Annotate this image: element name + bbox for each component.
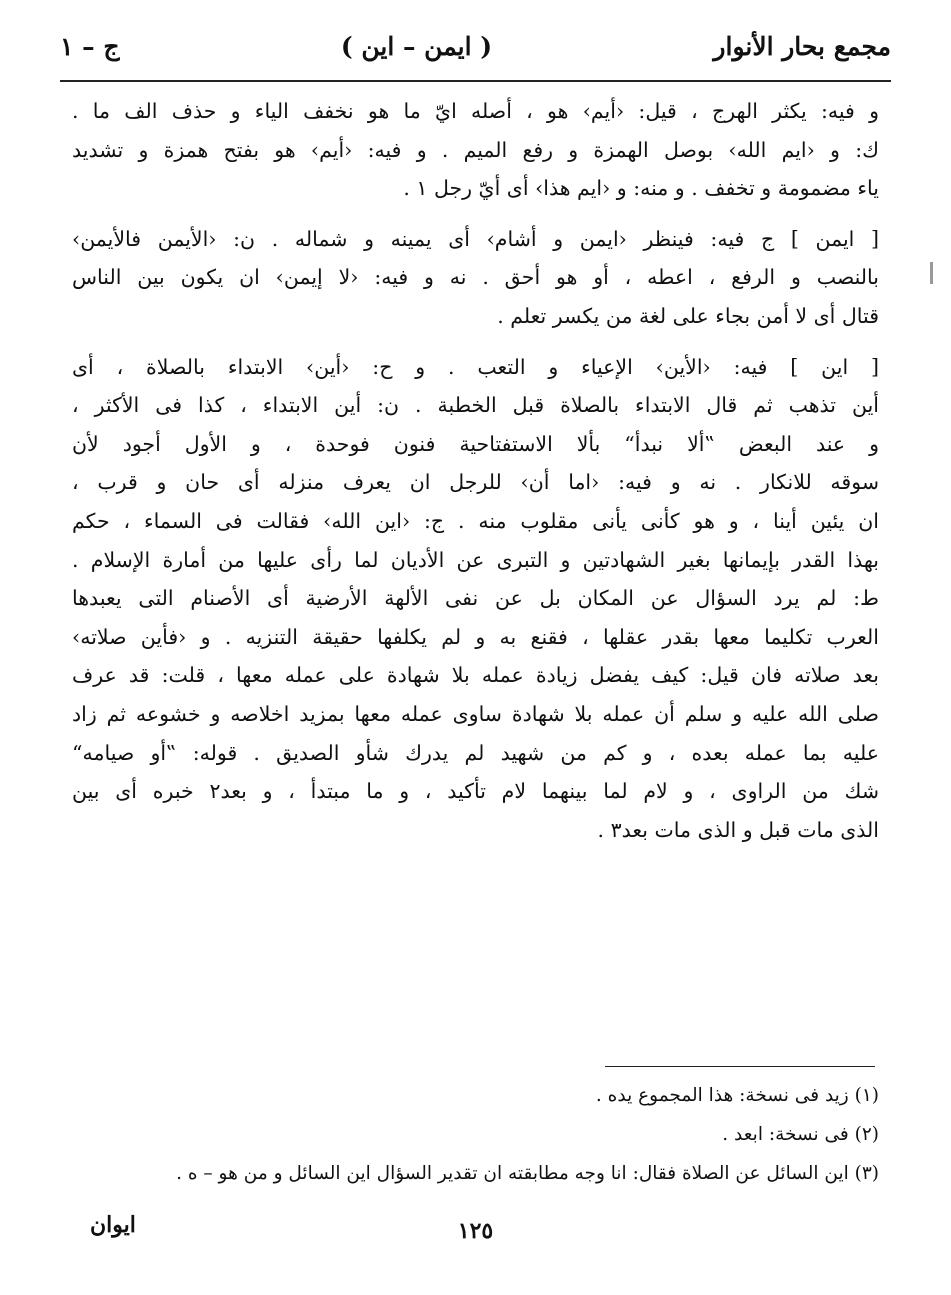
text-line: قتال أى لا أمن بجاء على لغة من يكسر تعلم . bbox=[497, 303, 879, 328]
text-line: ان يئين أينا ، و هو كأنى يأنى مقلوب منه . ج: ‹اين الله› فقالت فى السماء ، حكم bbox=[72, 508, 879, 533]
text-line: بهذا القدر بإيمانها بغير الشهادتين و التبرى عن الأديان لما رأى عليها من أمارة الإسلام . bbox=[72, 547, 879, 572]
text-line: سوقه للانكار . نه و فيه: ‹اما أن› للرجل ان يعرف منزله أى حان و قرب ، bbox=[72, 470, 879, 495]
text-line: العرب تكليما معها بقدر عقلها ، فقنع به و لم يكلفها حقيقة التنزيه . و ‹فأين صلاته› bbox=[72, 624, 879, 649]
footnote-3: (٣) اين السائل عن الصلاة فقال: انا وجه مطابقته ان تقدير السؤال اين السائل و من هو – ه . bbox=[176, 1163, 879, 1184]
main-text bbox=[72, 92, 879, 849]
footnote-rule bbox=[605, 1066, 875, 1067]
text-line: ياء مضمومة و تخفف . و منه: و ‹ايم هذا› أى أيّ رجل ١ . bbox=[403, 176, 879, 201]
text-line: [ ايمن ] ج فيه: فينظر ‹ايمن و أشام› أى يمينه و شماله . ن: ‹الأيمن فالأيمن› bbox=[72, 226, 879, 251]
footnote-2: (٢) فى نسخة: ابعد . bbox=[722, 1124, 879, 1145]
text-line: عليه بما عمله بعده ، و كم من شهيد لم يدرك شأو الصديق . قوله: ‟أو صيامه“ bbox=[72, 740, 879, 765]
text-line: ط: لم يرد السؤال عن المكان بل عن نفى الألهة الأرضية أى الأصنام التى يعبدها bbox=[72, 586, 879, 611]
volume-label: ج – ١ bbox=[60, 31, 120, 61]
text-line: ك: و ‹ايم الله› بوصل الهمزة و رفع الميم . و فيه: ‹أيم› هو بفتح همزة و تشديد bbox=[72, 137, 879, 162]
text-line: بالنصب و الرفع ، اعطه ، أو هو أحق . نه و فيه: ‹لا إيمن› ان يكون بين الناس bbox=[72, 265, 879, 290]
entry-range: ( ايمن – اين ) bbox=[340, 31, 493, 61]
text-line: أين تذهب ثم قال الابتداء بالصلاة قبل الخطبة . ن: أين الابتداء ، كذا فى الأكثر ، bbox=[72, 393, 879, 418]
running-header bbox=[60, 26, 891, 66]
page-number: ١٢٥ bbox=[457, 1218, 494, 1244]
text-line: صلى الله عليه و سلم أن عمله بلا شهادة ساوى عمله معها بمزيد اخلاصه و خشوعه ثم زاد bbox=[72, 701, 879, 726]
text-line: شك من الراوى ، و لام لما بينهما لام تأكيد ، و ما مبتدأ ، و بعد٢ خبره أى بين bbox=[72, 779, 879, 804]
catchword: ايوان bbox=[90, 1212, 136, 1238]
paragraph-gap bbox=[72, 208, 879, 220]
text-line: الذى مات قبل و الذى مات بعد٣ . bbox=[597, 817, 879, 842]
text-line: بعد صلاته فان قيل: كيف يفضل زيادة عمله بلا شهادة على عمله معها ، قلت: قد عرف bbox=[72, 663, 879, 688]
paragraph-gap bbox=[72, 336, 879, 348]
footnote-1: (١) زيد فى نسخة: هذا المجموع يده . bbox=[595, 1085, 879, 1106]
header-rule bbox=[60, 80, 891, 82]
footnotes bbox=[72, 1076, 879, 1193]
text-line: و فيه: يكثر الهرج ، قيل: ‹أيم› هو ، أصله ايّ ما هو نخفف الياء و حذف الف ما . bbox=[72, 99, 879, 123]
text-line: و عند البعض ‟ألا نبدأ“ بألا الاستفتاحية فنون فوحدة ، و الأول أجود لأن bbox=[72, 431, 879, 456]
page-footer bbox=[90, 1212, 861, 1252]
margin-mark bbox=[930, 262, 933, 284]
text-line: [ اين ] فيه: ‹الأين› الإعياء و التعب . و ح: ‹أين› الابتداء بالصلاة ، أى bbox=[72, 354, 879, 379]
book-title: مجمع بحار الأنوار bbox=[713, 31, 891, 61]
